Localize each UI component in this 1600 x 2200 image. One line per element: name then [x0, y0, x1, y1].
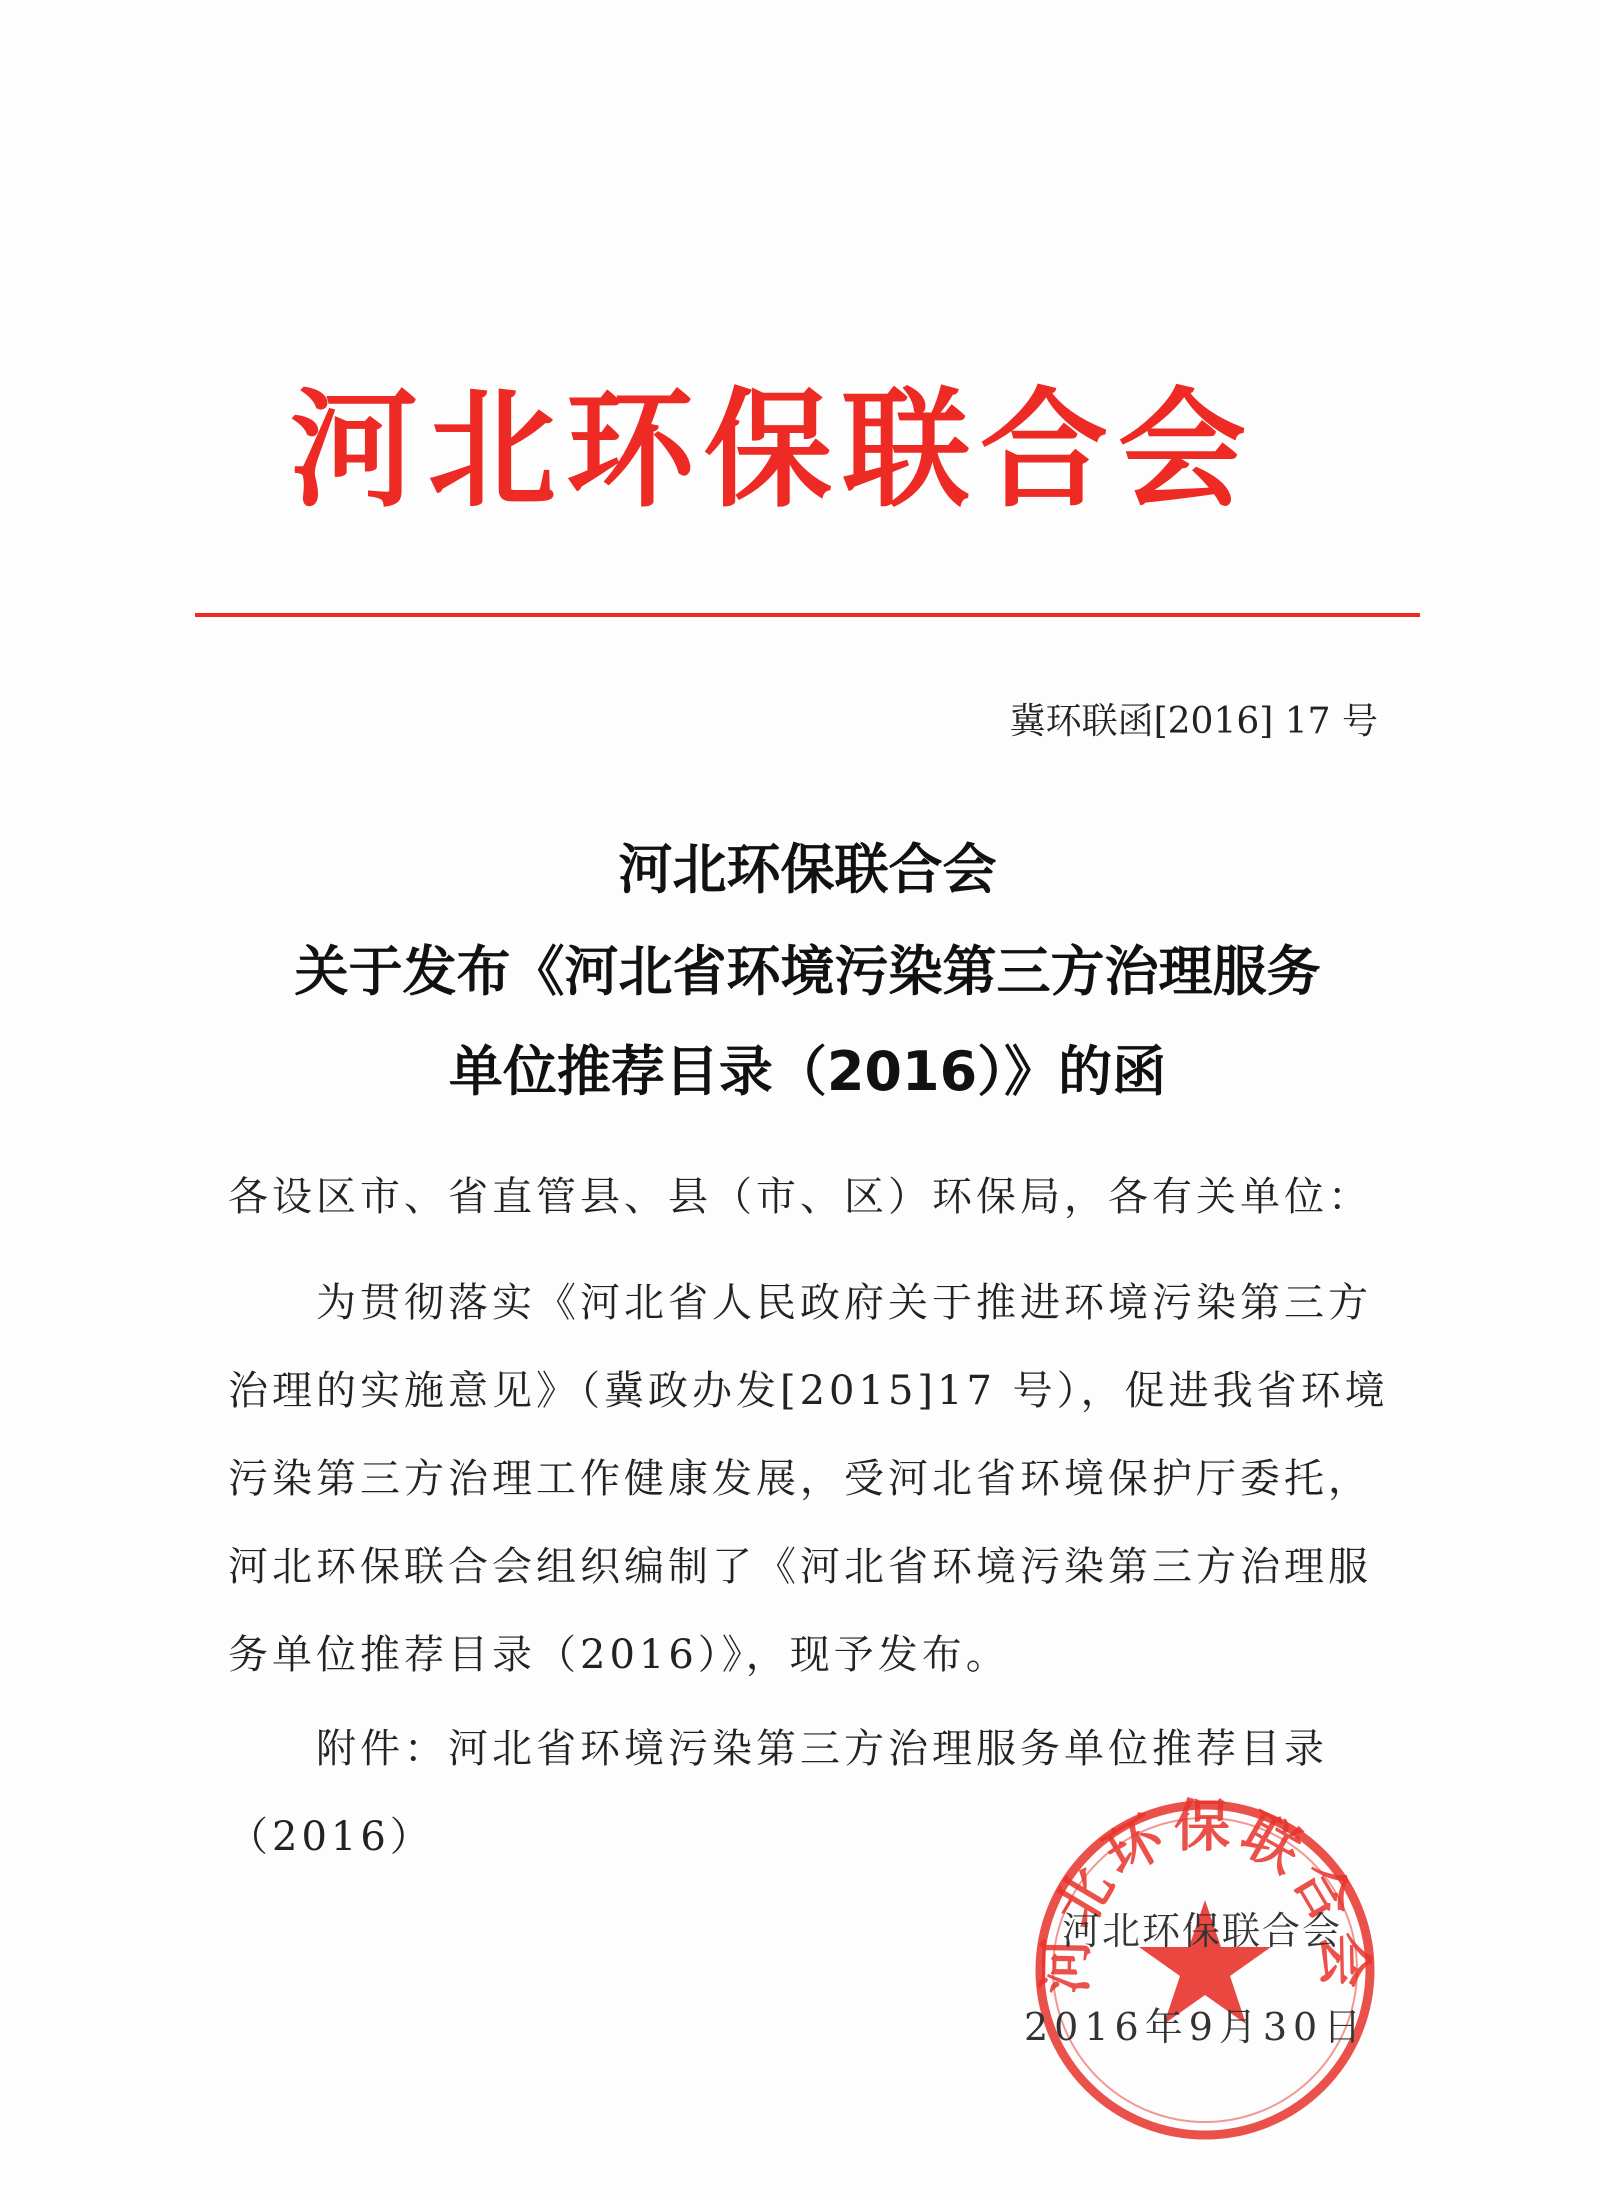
- letterhead-title: 河北环保联合会: [290, 375, 1257, 525]
- body-line: 务单位推荐目录（2016）》，现予发布。: [228, 1632, 1010, 1678]
- official-seal: [1030, 1795, 1380, 2145]
- body-line: 为贯彻落实《河北省人民政府关于推进环境污染第三方: [316, 1280, 1372, 1326]
- signature-date: 2016年9月30日: [1024, 2005, 1368, 2049]
- document-number: 冀环联函[2016] 17 号: [1009, 701, 1378, 742]
- document-title-line-1: 河北环保联合会: [618, 838, 997, 901]
- body-line: 河北环保联合会组织编制了《河北省环境污染第三方治理服: [228, 1544, 1372, 1590]
- attachment-line: 附件：河北省环境污染第三方治理服务单位推荐目录: [316, 1726, 1328, 1772]
- document-title-line-3: 单位推荐目录（2016）》的函: [448, 1040, 1167, 1103]
- salutation: 各设区市、省直管县、县（市、区）环保局，各有关单位：: [228, 1174, 1372, 1220]
- seal-text: 河北环保联合会: [1032, 1795, 1378, 1995]
- attachment-line: （2016）: [228, 1814, 434, 1860]
- document-title-line-2: 关于发布《河北省环境污染第三方治理服务: [294, 940, 1321, 1003]
- body-line: 治理的实施意见》（冀政办发[2015]17 号），促进我省环境: [228, 1368, 1389, 1414]
- letterhead-divider: [195, 613, 1420, 617]
- signature-org: 河北环保联合会: [1062, 1909, 1343, 1953]
- body-line: 污染第三方治理工作健康发展，受河北省环境保护厅委托，: [228, 1456, 1372, 1502]
